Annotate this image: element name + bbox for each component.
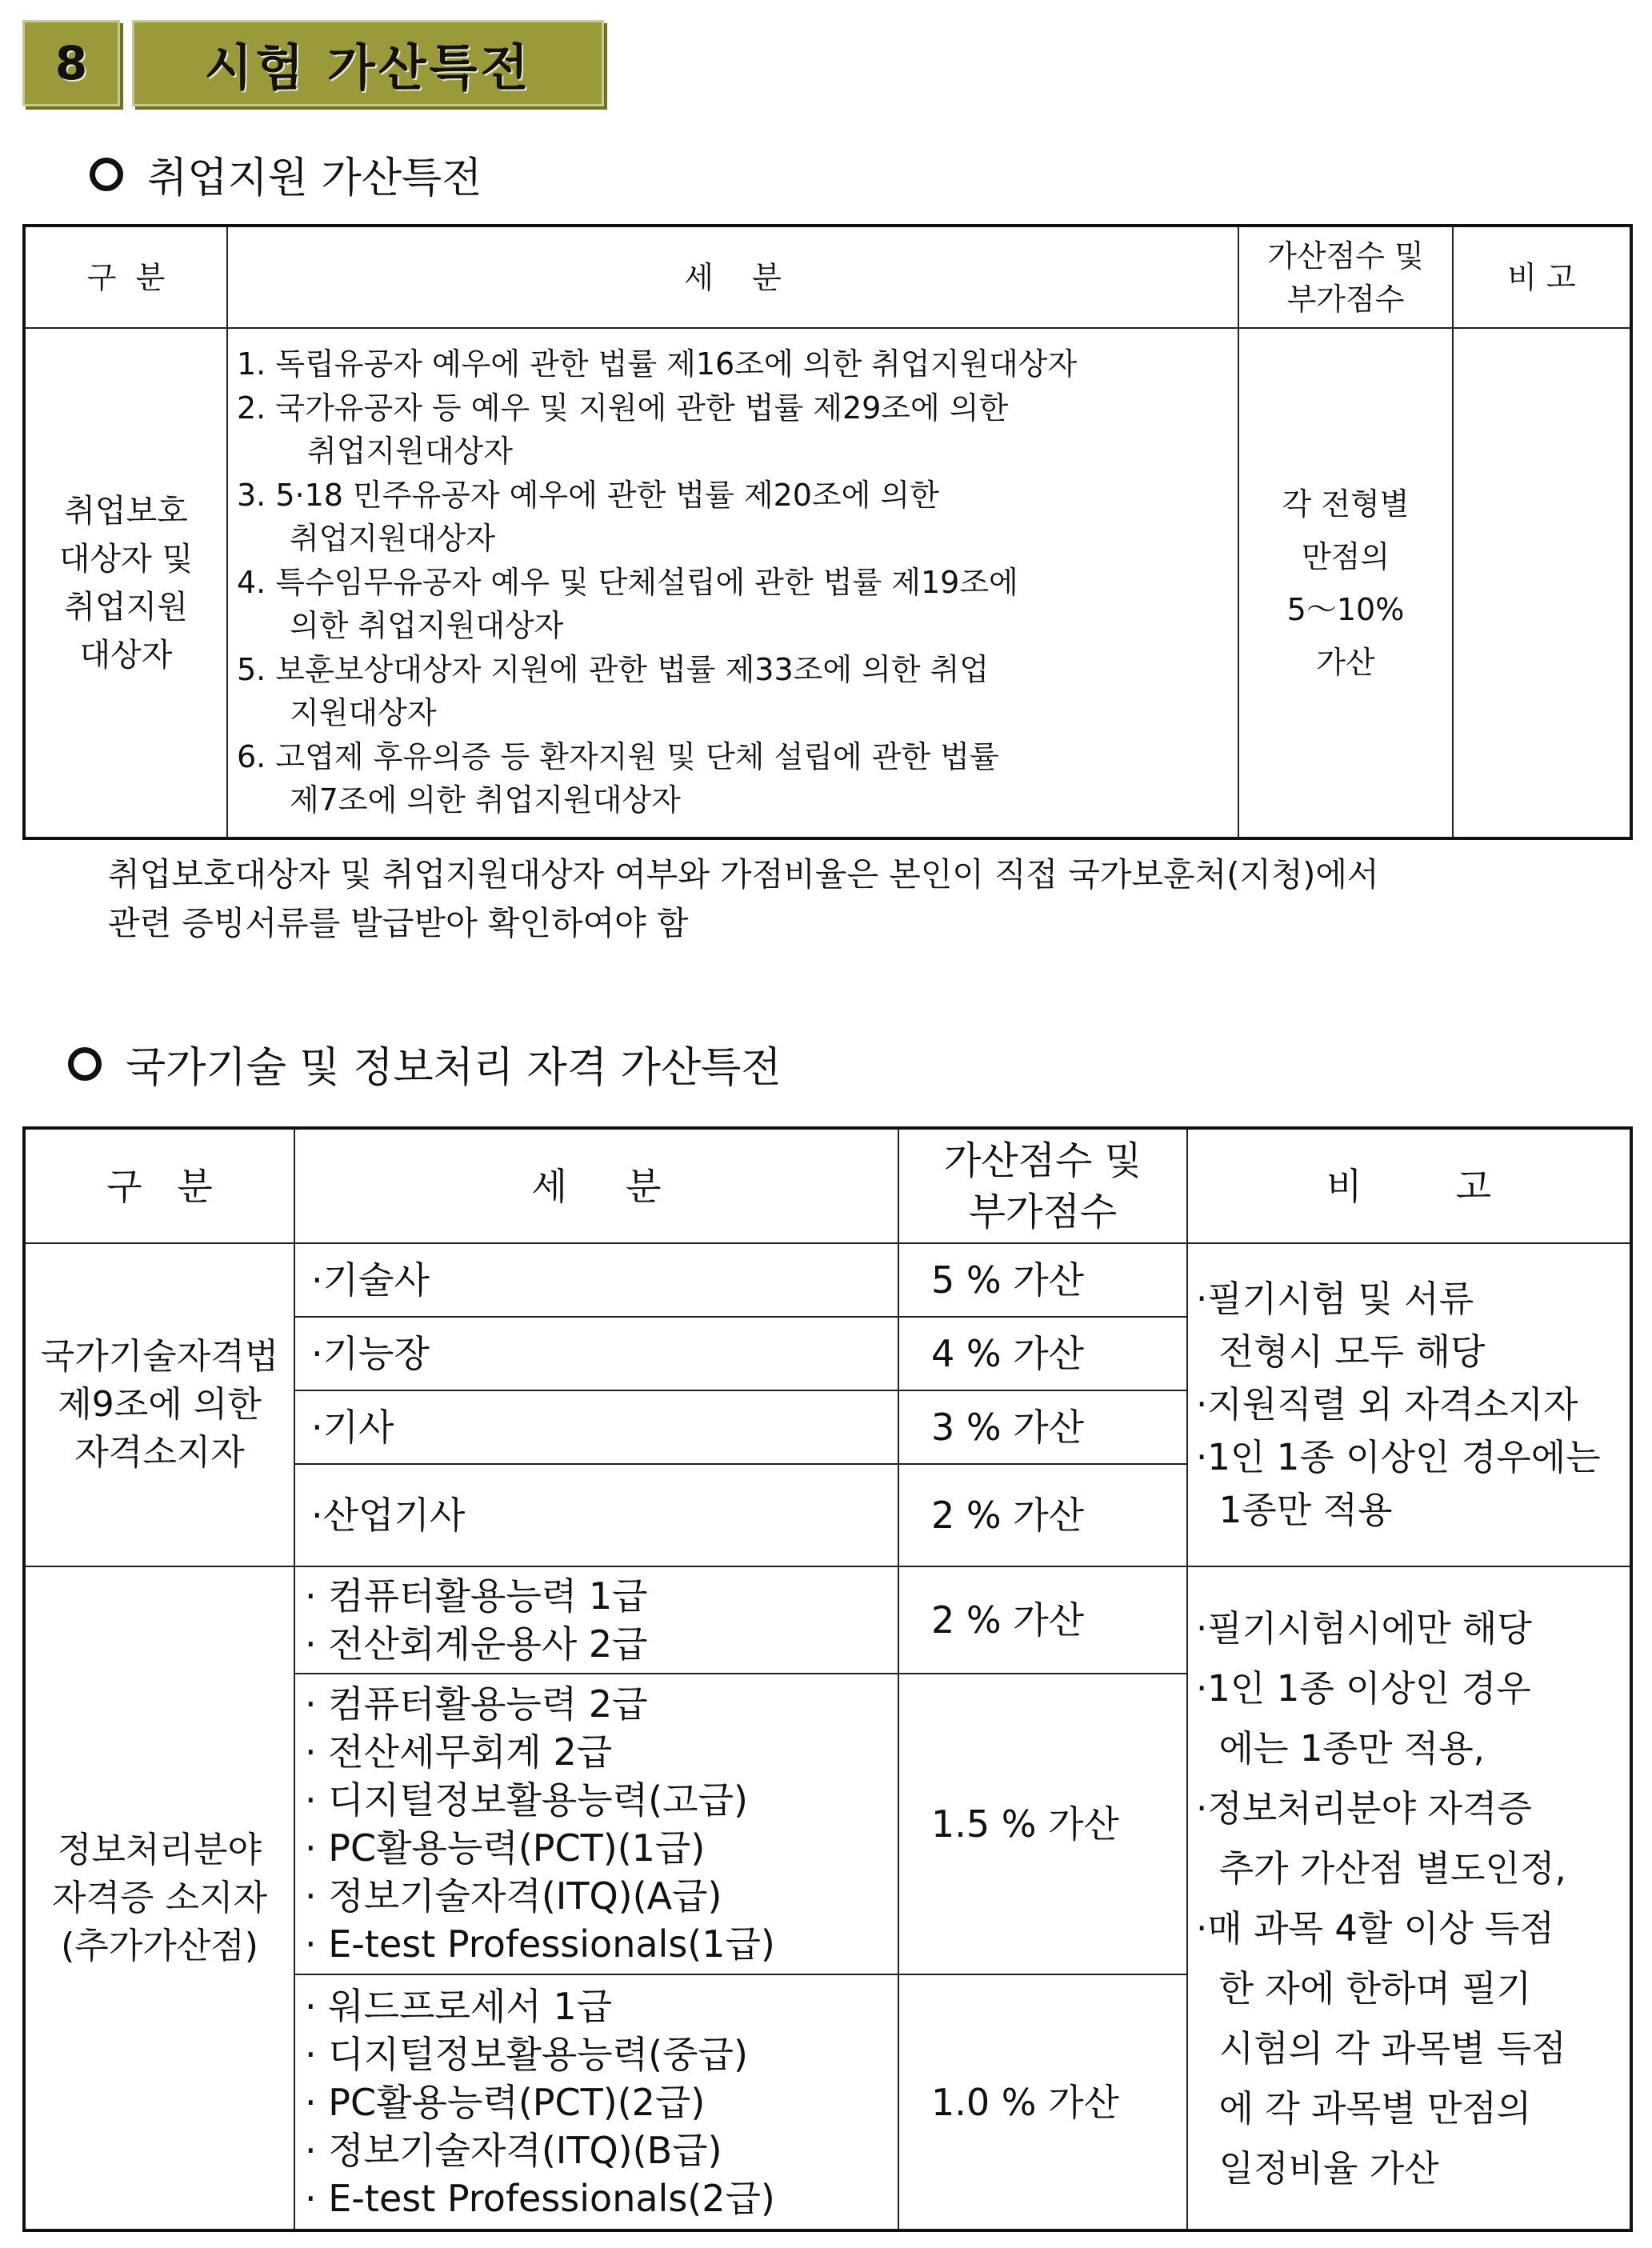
list-item: 4. 특수임무유공자 예우 및 단체설립에 관한 법률 제19조에 (237, 564, 1018, 600)
list-item: 1. 독립유공자 예우에 관한 법률 제16조에 의한 취업지원대상자 (237, 346, 1078, 382)
list-item-cont: 취업지원대상자 (290, 521, 495, 556)
list-item-cont: 지원대상자 (290, 695, 437, 730)
table-cell: · 컴퓨터활용능력 2급 · 전산세무회계 2급 · 디지털정보활용능력(고급) · PC활용능력(PCT)(1급) · 정보기술자격(ITQ)(A급) · E-test Professionals(1급) (294, 1674, 898, 1974)
section1-note: 취업보호대상자 및 취업지원대상자 여부와 가점비율은 본인이 직접 국가보훈처(지청)에서 관련 증빙서류를 발급받아 확인하여야 함 (108, 855, 1379, 942)
group1-category: 국가기술자격법 제9조에 의한 자격소지자 (24, 1243, 294, 1566)
remarks-cell (1453, 328, 1631, 838)
section-number-badge (22, 20, 120, 106)
table-cell: · 워드프로세서 1급 · 디지털정보활용능력(중급) · PC활용능력(PCT)(2급) · 정보기술자격(ITQ)(B급) · E-test Professionals(2급) (294, 1974, 898, 2230)
table-cell: · 컴퓨터활용능력 1급 · 전산회계운용사 2급 (294, 1566, 898, 1674)
group1-remarks: ·필기시험 및 서류 전형시 모두 해당 ·지원직렬 외 자격소지자 ·1인 1종 이상인 경우에는 1종만 적용 (1187, 1243, 1631, 1566)
list-item-cont: 제7조에 의한 취업지원대상자 (290, 782, 681, 818)
header-detail: 세 분 (294, 1128, 898, 1243)
group2-category: 정보처리분야 자격증 소지자 (추가가산점) (24, 1566, 294, 2230)
table-cell: ·산업기사 (294, 1464, 898, 1566)
points-cell: 각 전형별 만점의 5～10% 가산 (1238, 328, 1453, 838)
table-cell: 1.5 % 가산 (898, 1674, 1187, 1974)
header-category: 구 분 (24, 226, 227, 328)
header-detail: 세 분 (227, 226, 1238, 328)
section1-title: 취업지원 가산특전 (147, 154, 482, 202)
list-item: 6. 고엽제 후유의증 등 환자지원 및 단체 설립에 관한 법률 (237, 738, 999, 774)
eligible-list (237, 342, 1077, 822)
section2-heading (68, 1034, 782, 1094)
section2-title: 국가기술 및 정보처리 자격 가산특전 (126, 1044, 782, 1092)
list-item-cont: 취업지원대상자 (307, 434, 513, 469)
group2-remarks: ·필기시험시에만 해당 ·1인 1종 이상인 경우 에는 1종만 적용, ·정보처리분야 자격증 추가 가산점 별도인정, ·매 과목 4할 이상 득점 한 자에 한하며 필기 시험의 각 과목별 득점 에 각 과목별 만점의 일정비율 가산 (1187, 1566, 1631, 2230)
header-remarks: 비 고 (1453, 226, 1631, 328)
table-cell: 3 % 가산 (898, 1390, 1187, 1464)
list-item: 2. 국가유공자 등 예우 및 지원에 관한 법률 제29조에 의한 (237, 390, 1009, 426)
section1-heading (90, 144, 482, 204)
table-cell: ·기능장 (294, 1317, 898, 1390)
category-cell: 취업보호 대상자 및 취업지원 대상자 (24, 328, 227, 838)
table-cell: 1.0 % 가산 (898, 1974, 1187, 2230)
list-item: 3. 5·18 민주유공자 예우에 관한 법률 제20조에 의한 (237, 477, 939, 513)
table-cell: 5 % 가산 (898, 1243, 1187, 1317)
page-title-banner (132, 20, 604, 106)
circle-bullet-icon (68, 1047, 102, 1081)
list-item: 5. 보훈보상대상자 지원에 관한 법률 제33조에 의한 취업 (237, 651, 990, 687)
certificate-bonus-table (22, 1126, 1633, 2232)
header-remarks: 비 고 (1187, 1128, 1631, 1243)
header-points: 가산점수 및 부가점수 (898, 1128, 1187, 1243)
page-title: 시험 가산특전 (204, 38, 532, 97)
circle-bullet-icon (90, 158, 123, 191)
list-item-cont: 의한 취업지원대상자 (290, 608, 564, 643)
table-cell: 4 % 가산 (898, 1317, 1187, 1390)
table-cell: ·기술사 (294, 1243, 898, 1317)
table-cell: 2 % 가산 (898, 1464, 1187, 1566)
header-category: 구 분 (24, 1128, 294, 1243)
section-number: 8 (54, 36, 88, 90)
header-points: 가산점수 및 부가점수 (1238, 226, 1453, 328)
table-cell: ·기사 (294, 1390, 898, 1464)
table-cell: 2 % 가산 (898, 1566, 1187, 1674)
